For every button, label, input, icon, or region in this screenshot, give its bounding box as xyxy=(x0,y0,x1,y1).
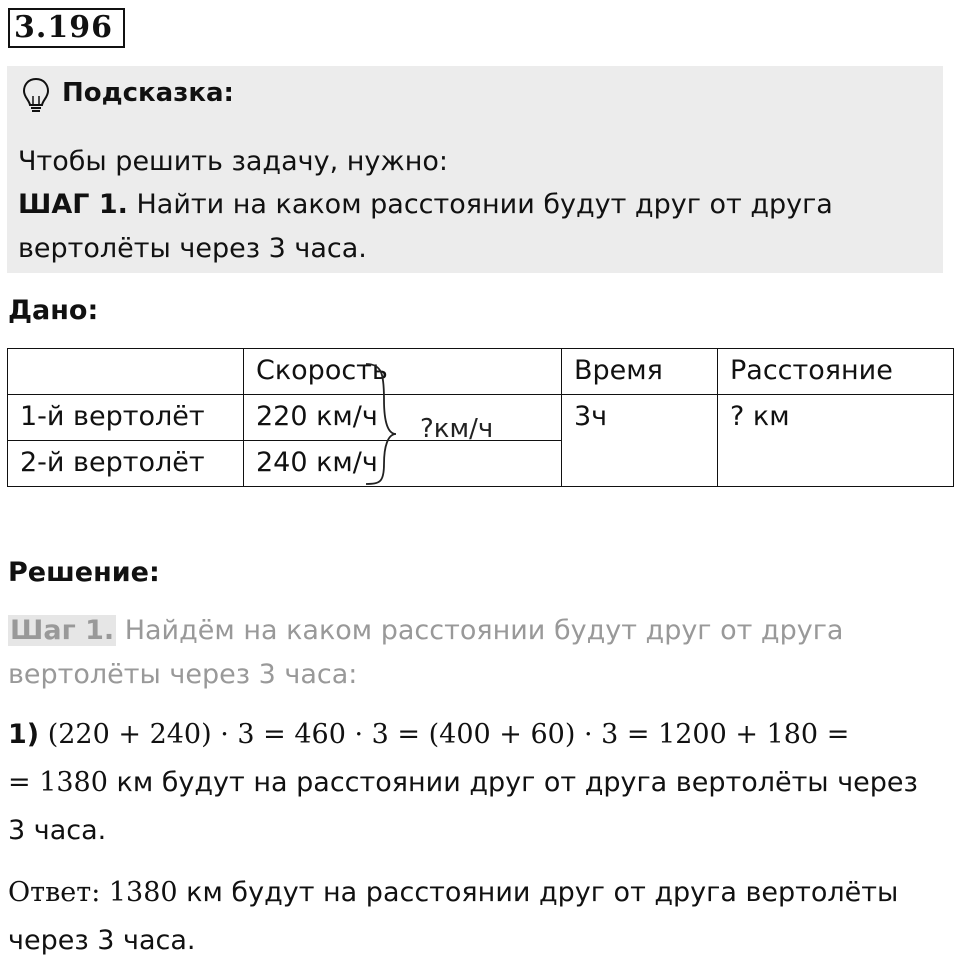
row2-speed: 240 км/ч xyxy=(244,441,562,487)
row1-speed: 220 км/ч xyxy=(244,395,562,441)
row1-name: 1-й вертолёт xyxy=(8,395,244,441)
solution-step-line1 xyxy=(8,612,843,650)
answer-label: Ответ: xyxy=(8,877,101,908)
curly-brace xyxy=(362,360,402,490)
solution-step-text: Найдём на каком расстоянии будут друг от друга xyxy=(116,615,844,646)
table-header-row xyxy=(8,349,954,395)
formula-line2 xyxy=(8,764,918,802)
solution-step-label: Шаг 1. xyxy=(10,615,115,646)
hint-step-line2: вертолёты через 3 часа. xyxy=(18,233,367,264)
header-time: Время xyxy=(562,349,718,395)
formula-result: = 1380 xyxy=(8,767,108,798)
header-distance: Расстояние xyxy=(718,349,954,395)
formula-math: (220 + 240) · 3 = 460 · 3 = (400 + 60) · 3 = 1200 + 180 = xyxy=(39,719,850,750)
given-title: Дано: xyxy=(8,295,99,326)
hint-step-text: Найти на каком расстоянии будут друг от друга xyxy=(127,189,833,220)
row2-name: 2-й вертолёт xyxy=(8,441,244,487)
formula-line3: 3 часа. xyxy=(8,815,107,846)
answer-value: 1380 xyxy=(100,877,178,908)
formula-text: км будут на расстоянии друг от друга вертолёты через xyxy=(107,767,918,798)
row-distance: ? км xyxy=(718,395,954,487)
task-number: 3.196 xyxy=(8,8,125,48)
row-time: 3ч xyxy=(562,395,718,487)
answer-line1 xyxy=(8,874,898,912)
answer-text: км будут на расстоянии друг от друга вертолёты xyxy=(177,877,899,908)
item-label: 1) xyxy=(8,719,40,750)
hint-step-line1 xyxy=(18,186,833,224)
hint-title: Подсказка: xyxy=(62,78,234,108)
formula-line1 xyxy=(8,716,849,754)
hint-step-label: ШАГ 1. xyxy=(18,189,128,220)
header-empty xyxy=(8,349,244,395)
header-speed: Скорость xyxy=(244,349,562,395)
brace-label: ?км/ч xyxy=(420,414,494,444)
hint-intro: Чтобы решить задачу, нужно: xyxy=(18,146,448,177)
answer-line2: через 3 часа. xyxy=(8,925,196,956)
lightbulb-icon xyxy=(20,76,52,116)
solution-title: Решение: xyxy=(8,557,160,588)
solution-step-line2: вертолёты через 3 часа: xyxy=(8,659,358,690)
